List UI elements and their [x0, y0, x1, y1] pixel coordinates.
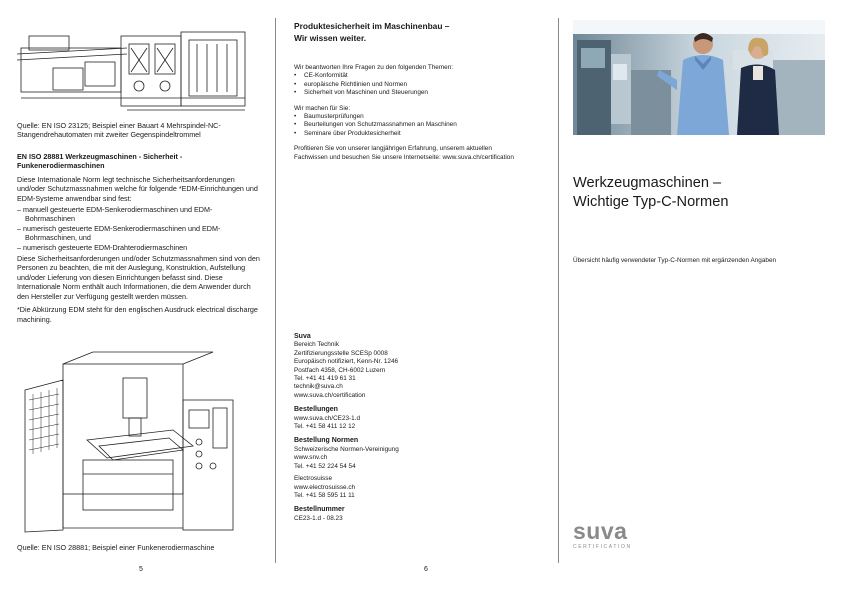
services-intro: Wir machen für Sie:	[294, 104, 351, 112]
services-list	[294, 113, 534, 138]
suva-line: Tel. +41 41 419 61 31	[294, 375, 356, 383]
orders-link[interactable]: www.suva.ch/CE23-1.d	[294, 414, 361, 422]
page-6	[294, 0, 546, 595]
suva-web-link[interactable]: www.suva.ch/certification	[294, 391, 366, 399]
list-item: • Beurteilungen von Schutzmassnahmen an Maschinen	[294, 121, 534, 129]
list-item: • Sicherheit von Maschinen und Steuerungen	[294, 89, 534, 97]
list-item: • Seminare über Produktesicherheit	[294, 130, 534, 138]
suva-line: Bereich Technik	[294, 341, 339, 349]
cover-subtitle: Übersicht häufig verwendeter Typ-C-Normen mit ergänzenden Angaben	[573, 257, 777, 264]
page-number-6: 6	[424, 566, 428, 573]
page-5	[17, 0, 265, 595]
cover-title-line2: Wichtige Typ-C-Normen	[573, 193, 729, 210]
column-divider	[275, 18, 276, 563]
closing-text: Profitieren Sie von unserer langjährigen Erfahrung, unserem aktuellen Fachwissen und besuchen Sie unsere Internetseite: www.suva.ch/certification	[294, 145, 514, 161]
suva-logo-word: suva	[573, 518, 628, 544]
cover-photo	[573, 20, 825, 135]
electrosuisse-link[interactable]: www.electrosuisse.ch	[294, 483, 356, 491]
list-item: • Baumusterprüfungen	[294, 113, 534, 121]
norm-list	[17, 205, 261, 252]
suva-logo	[573, 520, 632, 550]
snv-phone: Tel. +41 52 224 54 54	[294, 462, 356, 470]
electrosuisse-phone: Tel. +41 58 595 11 11	[294, 491, 355, 499]
snv-name: Schweizerische Normen-Vereinigung	[294, 445, 399, 453]
electrosuisse-name: Electrosuisse	[294, 475, 333, 483]
services-block	[294, 64, 534, 162]
questions-intro: Wir beantworten Ihre Fragen zu den folgenden Themen:	[294, 64, 454, 71]
caption-bottom: Quelle: EN ISO 28881; Beispiel einer Funkenerodiermaschine	[17, 543, 215, 552]
cover-title	[573, 174, 728, 211]
page-title-line2: Wir wissen weiter.	[294, 32, 367, 43]
list-item: – numerisch gesteuerte EDM-Drahterodiermaschinen	[17, 242, 188, 252]
contact-block	[294, 333, 534, 523]
norm-body: Diese Sicherheitsanforderungen und/oder Schutzmassnahmen sind von den Personen zu beachten, die mit der Auslegung, Konstruktion, Aufstellung und/oder Lieferung von diesen Einrichtungen befasst sind. Diese Internationale Norm enthält auch Informationen, die dem Anwender durch den Hersteller zur Verfügung gestellt werden müssen.	[17, 254, 260, 301]
suva-email-link[interactable]: technik@suva.ch	[294, 383, 343, 391]
column-divider	[558, 18, 559, 563]
cover-title-line1: Werkzeugmaschinen –	[573, 175, 722, 191]
suva-title: Suva	[294, 333, 311, 340]
page-number-5: 5	[139, 566, 143, 573]
list-item: – manuell gesteuerte EDM-Senkerodiermaschinen und EDM-Bohrmaschinen	[17, 205, 213, 224]
suva-line: Postfach 4358, CH-6002 Luzern	[294, 366, 386, 374]
page-title-line1: Produktesicherheit im Maschinenbau –	[294, 21, 450, 31]
suva-logo-subtitle: CERTIFICATION	[573, 544, 632, 550]
list-item: • europäische Richtlinien und Normen	[294, 81, 534, 89]
list-item: – numerisch gesteuerte EDM-Senkerodiermaschinen und EDM-Bohrmaschinen, und	[17, 223, 221, 243]
order-number-title: Bestellnummer	[294, 506, 345, 514]
norm-footnote: *Die Abkürzung EDM steht für den englischen Ausdruck electrical discharge machining.	[17, 305, 258, 324]
order-number-value: CE23-1.d - 08.23	[294, 514, 343, 522]
norm-orders-title: Bestellung Normen	[294, 437, 359, 445]
edm-machine-illustration	[23, 350, 247, 536]
lathe-machine-illustration	[17, 28, 249, 116]
cover-page	[573, 0, 827, 595]
norm-section	[17, 152, 261, 324]
list-item: • CE-Konformität	[294, 72, 534, 80]
caption-top: Quelle: EN ISO 23125; Beispiel einer Bauart 4 Mehrspindel-NC-Stangendrehautomaten mit zweiter Gegenspindeltrommel	[17, 121, 221, 140]
orders-title: Bestellungen	[294, 406, 338, 414]
norm-heading: EN ISO 28881 Werkzeugmaschinen - Sicherheit - Funkenerodiermaschinen	[17, 152, 183, 171]
orders-phone: Tel. +41 58 411 12 12	[294, 423, 356, 431]
suva-line: Europäisch notifiziert, Kenn-Nr. 1246	[294, 358, 399, 366]
suva-line: Zertifizierungsstelle SCESp 0008	[294, 349, 388, 357]
page-title	[294, 21, 449, 44]
questions-list	[294, 72, 534, 97]
norm-intro: Diese Internationale Norm legt technische Sicherheitsanforderungen und/oder Schutzmassnahmen welche für folgende *EDM-Einrichtungen und EDM-Systeme anwendbar sind fest:	[17, 174, 258, 203]
snv-link[interactable]: www.snv.ch	[294, 454, 328, 462]
